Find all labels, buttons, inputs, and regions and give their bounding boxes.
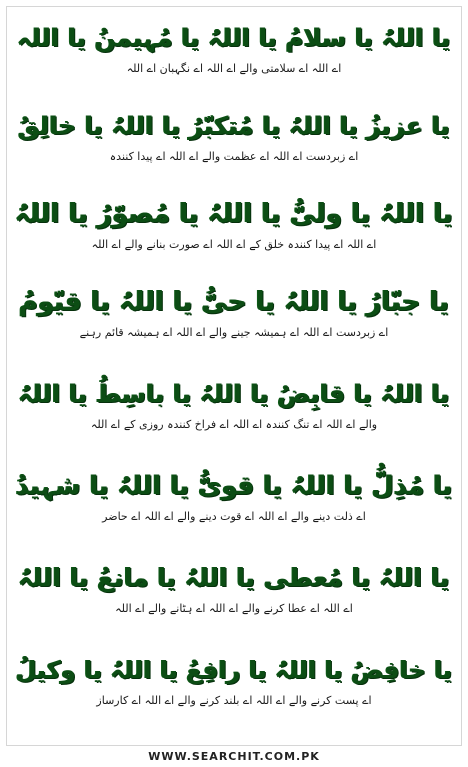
row-4 bbox=[15, 279, 453, 341]
row-1 bbox=[15, 15, 453, 77]
website-footer: WWW.SEARCHIT.COM.PK bbox=[148, 750, 320, 763]
names-line: یا جبّارُ یا اللہُ یا حیُّ یا اللہُ یا قیّومُ bbox=[18, 287, 450, 317]
names-line: یا خافِضُ یا اللہُ یا رافِعُ یا اللہُ یا وکیلُ bbox=[15, 656, 453, 684]
names-line: یا اللہُ یا قابِضُ یا اللہُ یا باسِطُ یا اللہُ bbox=[18, 379, 450, 408]
meaning-line: اے زبردست اے اللہ اے عظمت والے اے اللہ اے پیدا کنندہ bbox=[109, 150, 359, 163]
names-line: یا عزیزُ یا اللہُ یا مُتکبّرُ یا اللہُ یا خالِقُ bbox=[18, 111, 450, 140]
meaning-line: اے زبردست اے اللہ اے ہمیشہ جینے والے اے اللہ اے ہمیشہ قائم رہنے bbox=[79, 326, 389, 339]
row-8 bbox=[15, 647, 453, 709]
names-line: یا اللہُ یا سلامُ یا اللہُ یا مُہیمنُ یا اللہ bbox=[17, 23, 451, 52]
meaning-line: اے اللہ اے پیدا کنندہ خلق کے اے اللہ اے صورت بنانے والے اے اللہ bbox=[91, 238, 377, 251]
names-line: یا مُذِلُّ یا اللہُ یا قویُّ یا اللہُ یا شہیدُ bbox=[15, 471, 453, 501]
meaning-line: اے ذلت دینے والے اے اللہ اے قوت دینے والے اے اللہ اے حاضر bbox=[102, 510, 366, 523]
row-6 bbox=[15, 463, 453, 525]
row-5 bbox=[15, 371, 453, 433]
row-2 bbox=[15, 103, 453, 165]
row-3 bbox=[15, 191, 453, 253]
dua-page bbox=[6, 6, 462, 746]
meaning-line: اے اللہ اے عطا کرنے والے اے اللہ اے ہٹانے والے اے اللہ bbox=[115, 602, 353, 615]
meaning-line: اے پست کرنے والے اے اللہ اے بلند کرنے والے اے اللہ اے کارساز bbox=[96, 694, 372, 707]
names-line: یا اللہُ یا ولیُّ یا اللہُ یا مُصوّرُ یا اللہُ bbox=[15, 199, 453, 229]
meaning-line: والے اے اللہ اے تنگ کنندہ اے اللہ اے فراخ کنندہ روزی کے اے اللہ bbox=[90, 418, 378, 431]
names-line: یا اللہُ یا مُعطی یا اللہُ یا مانعُ یا اللہُ bbox=[18, 563, 450, 592]
meaning-line: اے اللہ اے سلامتی والے اے اللہ اے نگہبان اے اللہ bbox=[126, 62, 342, 75]
row-7 bbox=[15, 555, 453, 617]
